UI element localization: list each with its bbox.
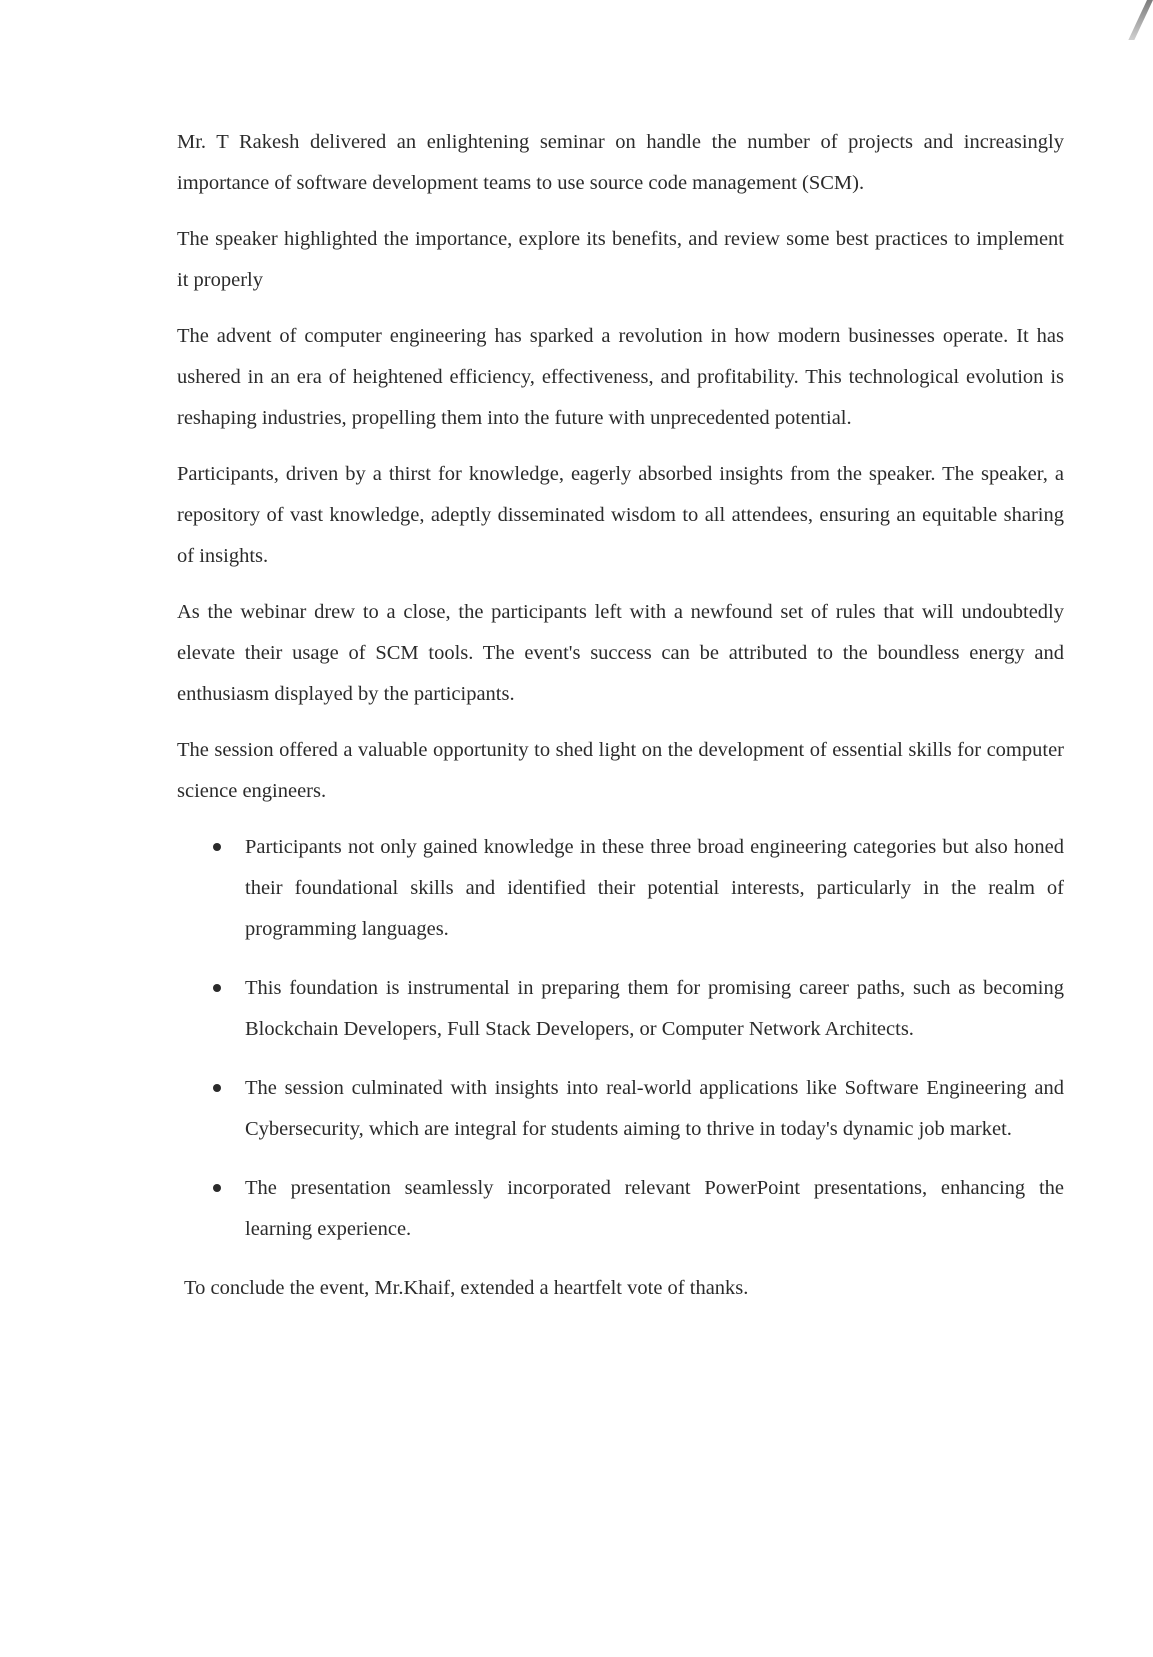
- document-body: [177, 122, 1064, 1309]
- bullet-icon: [213, 843, 221, 851]
- list-item: [177, 968, 1064, 1050]
- bullet-text: Participants not only gained knowledge in these three broad engineering categories but also honed their foundational skills and identified their potential interests, particularly in the realm of programming languages.: [245, 836, 1064, 940]
- list-item: [177, 1068, 1064, 1150]
- bullet-list: [177, 827, 1064, 1250]
- paragraph-session-opportunity: The session offered a valuable opportunity to shed light on the development of essential skills for computer science engineers.: [177, 739, 1064, 802]
- bullet-icon: [213, 1084, 221, 1092]
- paragraph-seminar-intro: Mr. T Rakesh delivered an enlightening seminar on handle the number of projects and increasingly importance of software development teams to use source code management (SCM).: [177, 131, 1064, 194]
- bullet-icon: [213, 984, 221, 992]
- list-item: [177, 827, 1064, 950]
- bullet-icon: [213, 1184, 221, 1192]
- bullet-text: This foundation is instrumental in preparing them for promising career paths, such as becoming Blockchain Developers, Full Stack Developers, or Computer Network Architects.: [245, 977, 1064, 1040]
- bullet-text: The session culminated with insights into real-world applications like Software Engineering and Cybersecurity, which are integral for students aiming to thrive in today's dynamic job market.: [245, 1077, 1064, 1140]
- paragraph-computer-engineering: The advent of computer engineering has sparked a revolution in how modern businesses operate. It has ushered in an era of heightened efficiency, effectiveness, and profitability. This technological evolution is reshaping industries, propelling them into the future with unprecedented potential.: [177, 325, 1064, 429]
- paragraph-speaker-highlights: The speaker highlighted the importance, explore its benefits, and review some best practices to implement it properly: [177, 228, 1064, 291]
- paragraph-webinar-close: As the webinar drew to a close, the participants left with a newfound set of rules that will undoubtedly elevate their usage of SCM tools. The event's success can be attributed to the boundless energy and enthusiasm displayed by the participants.: [177, 601, 1064, 705]
- bullet-text: The presentation seamlessly incorporated relevant PowerPoint presentations, enhancing the learning experience.: [245, 1177, 1064, 1240]
- paragraph-conclusion: To conclude the event, Mr.Khaif, extended a heartfelt vote of thanks.: [184, 1277, 749, 1299]
- paragraph-participants: Participants, driven by a thirst for knowledge, eagerly absorbed insights from the speaker. The speaker, a repository of vast knowledge, adeptly disseminated wisdom to all attendees, ensuring an equitable sharing of insights.: [177, 463, 1064, 567]
- scan-edge-mark: [1128, 0, 1153, 40]
- list-item: [177, 1168, 1064, 1250]
